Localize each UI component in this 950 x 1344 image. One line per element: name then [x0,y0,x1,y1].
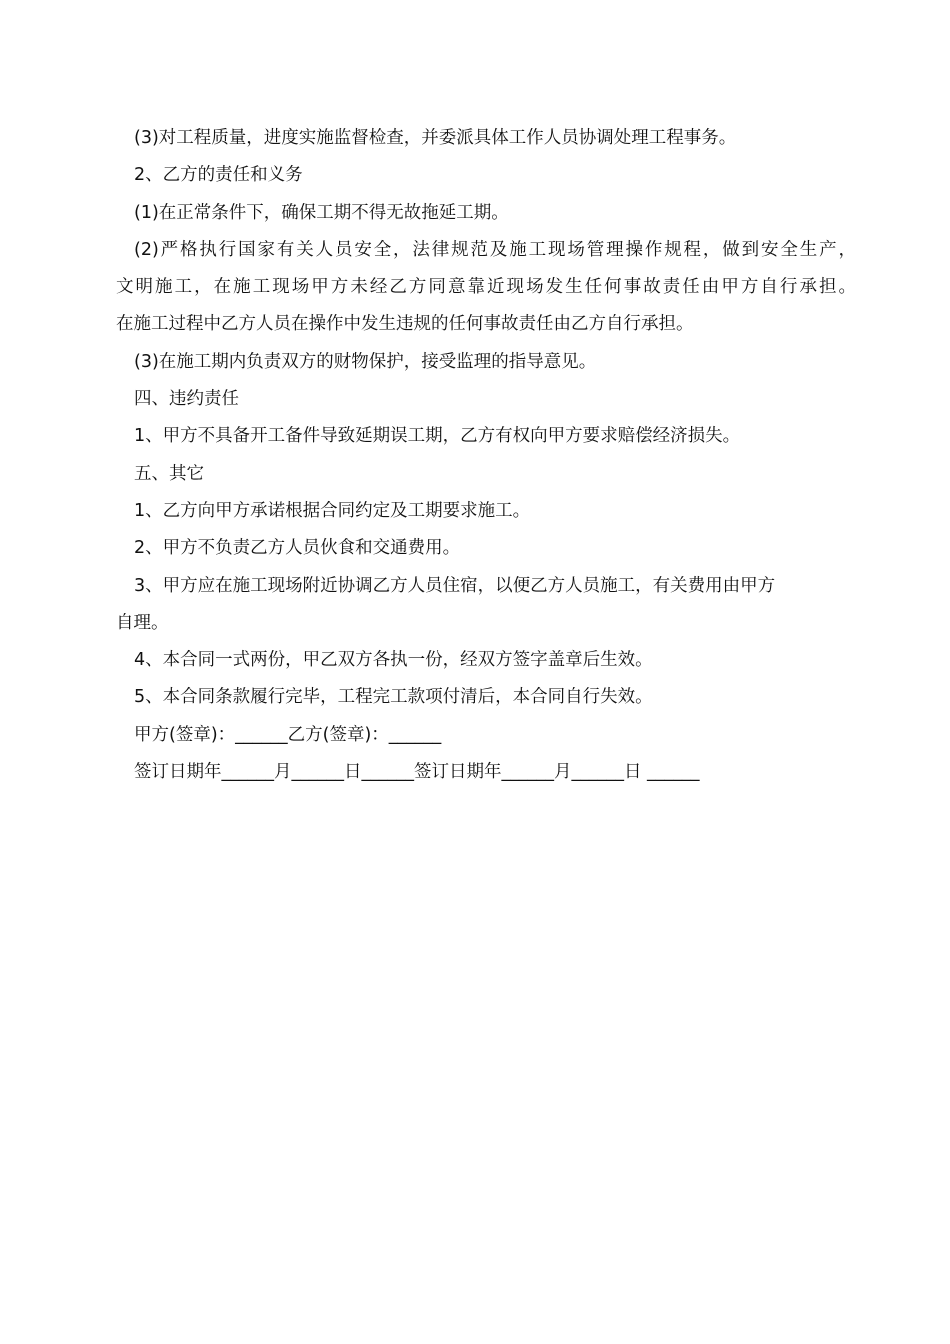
clause-b2-safety-line2: 文明施工，在施工现场甲方未经乙方同意靠近现场发生任何事故责任由甲方自行承担。 [116,277,856,298]
clause-other-2: 2、甲方不负责乙方人员伙食和交通费用。 [134,538,461,559]
clause-liability-1: 1、甲方不具备开工备件导致延期误工期，乙方有权向甲方要求赔偿经济损失。 [134,426,741,447]
clause-other-3-line1: 3、甲方应在施工现场附近协调乙方人员住宿，以便乙方人员施工，有关费用由甲方 [134,575,776,596]
clause-other-1: 1、乙方向甲方承诺根据合同约定及工期要求施工。 [134,500,531,521]
section-other: 五、其它 [134,463,204,484]
section-liability: 四、违约责任 [134,389,239,410]
section-party-b-duties: 2、乙方的责任和义务 [134,165,303,186]
clause-b1-schedule: (1)在正常条件下，确保工期不得无故拖延工期。 [134,202,509,223]
clause-other-4: 4、本合同一式两份，甲乙双方各执一份，经双方签字盖章后生效。 [134,650,653,671]
clause-a3-supervision: (3)对工程质量，进度实施监督检查，并委派具体工作人员协调处理工程事务。 [134,128,737,148]
signature-line: 甲方(签章)：______乙方(签章)：______ [134,724,442,745]
clause-b2-safety-line3: 在施工过程中乙方人员在操作中发生违规的任何事故责任由乙方自行承担。 [116,314,694,335]
clause-other-3-line2: 自理。 [116,612,169,633]
clause-b3-property: (3)在施工期内负责双方的财物保护，接受监理的指导意见。 [134,351,597,372]
clause-b2-safety-line1: (2)严格执行国家有关人员安全，法律规范及施工现场管理操作规程，做到安全生产， [134,239,856,260]
contract-body [116,120,856,791]
signing-date-line: 签订日期年______月______日______签订日期年______月______日 ______ [134,762,700,783]
clause-other-5: 5、本合同条款履行完毕，工程完工款项付清后，本合同自行失效。 [134,687,653,708]
